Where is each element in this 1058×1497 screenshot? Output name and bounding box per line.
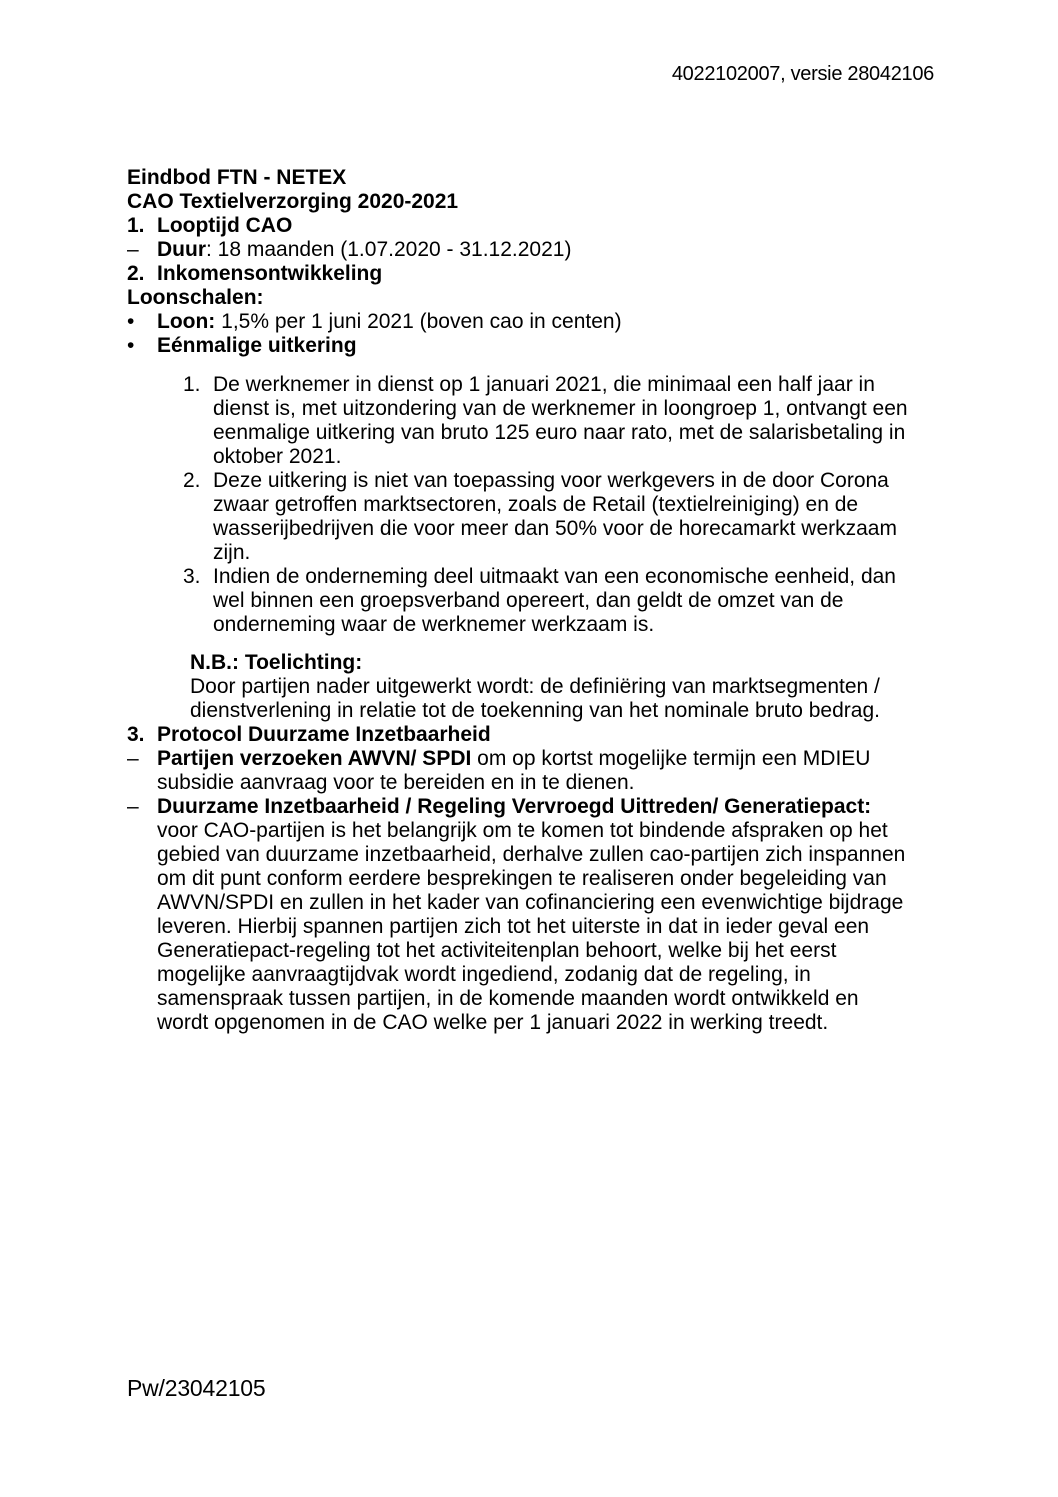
dash-marker-icon: – bbox=[127, 747, 139, 770]
list-item-1-number: 1. bbox=[183, 373, 201, 396]
loon-label: Loon: bbox=[157, 310, 216, 333]
duurzame-inzetbaarheid-label: Duurzame Inzetbaarheid / Regeling Vervroegd Uittreden/ Generatiepact: bbox=[157, 795, 872, 818]
loonschalen-heading: Loonschalen: bbox=[127, 286, 264, 309]
duurzame-inzetbaarheid-item bbox=[127, 795, 910, 1035]
awvn-spdi-label: Partijen verzoeken AWVN/ SPDI bbox=[157, 747, 472, 770]
section-2-number: 2. bbox=[127, 262, 145, 285]
dash-marker-icon: – bbox=[127, 238, 139, 261]
section-1-title: Looptijd CAO bbox=[157, 214, 293, 237]
section-2-heading bbox=[127, 262, 942, 286]
list-item-1-text: De werknemer in dienst op 1 januari 2021, die minimaal een half jaar in dienst is, met uitzondering van de werknemer in loongroep 1, ontvangt een eenmalige uitkering van bruto 125 euro naar rato, met de salarisbetaling in oktober 2021. bbox=[213, 373, 908, 468]
section-3-title: Protocol Duurzame Inzetbaarheid bbox=[157, 723, 491, 746]
dash-marker-icon: – bbox=[127, 795, 139, 818]
section-3-number: 3. bbox=[127, 723, 145, 746]
nb-toelichting-block bbox=[190, 651, 890, 723]
list-item-3-text: Indien de onderneming deel uitmaakt van een economische eenheid, dan wel binnen een groepsverband opereert, dan geldt de omzet van de onderneming waar de werknemer werkzaam is. bbox=[213, 565, 896, 636]
duur-text: : 18 maanden (1.07.2020 - 31.12.2021) bbox=[206, 238, 572, 261]
eenmalige-label: Eénmalige uitkering bbox=[157, 334, 357, 357]
page-footer: Pw/23042105 bbox=[127, 1375, 266, 1401]
nb-text: Door partijen nader uitgewerkt wordt: de definiëring van marktsegmenten / dienstverlening in relatie tot de toekenning van het nominale bruto bedrag. bbox=[190, 675, 880, 722]
duur-label: Duur bbox=[157, 238, 206, 261]
list-item-1 bbox=[183, 373, 925, 469]
list-item-2-text: Deze uitkering is niet van toepassing voor werkgevers in de door Corona zwaar getroffen marktsectoren, zoals de Retail (textielreiniging) en de wasserijbedrijven die voor meer dan 50% voor de horecamarkt werkzaam zijn. bbox=[213, 469, 897, 564]
awvn-spdi-text: om op kortst mogelijke termijn een MDIEU subsidie aanvraag voor te bereiden en in te dienen. bbox=[157, 747, 871, 794]
list-item-3 bbox=[183, 565, 925, 637]
bullet-marker-icon: • bbox=[127, 310, 135, 333]
duur-item bbox=[127, 238, 942, 262]
loon-text: 1,5% per 1 juni 2021 (boven cao in centen) bbox=[215, 310, 622, 333]
section-1-number: 1. bbox=[127, 214, 145, 237]
section-2-title: Inkomensontwikkeling bbox=[157, 262, 383, 285]
bullet-marker-icon: • bbox=[127, 334, 135, 357]
doc-title: Eindbod FTN - NETEX bbox=[127, 166, 347, 189]
list-item-2 bbox=[183, 469, 925, 565]
section-3-heading bbox=[127, 723, 942, 747]
list-item-2-number: 2. bbox=[183, 469, 201, 492]
section-1-heading bbox=[127, 214, 942, 238]
loon-bullet-item bbox=[127, 310, 942, 334]
duurzame-inzetbaarheid-text: voor CAO-partijen is het belangrijk om te komen tot bindende afspraken op het gebied van duurzame inzetbaarheid, derhalve zullen cao-partijen zich inspannen om dit punt conform eerdere besprekingen te realiseren onder begeleiding van AWVN/SPDI en zullen in het kader van cofinanciering een evenwichtige bijdrage leveren. Hierbij spannen partijen zich tot het uiterste in dat in ieder geval een Generatiepact-regeling tot het activiteitenplan behoort, welke bij het eerst mogelijke aanvraagtijdvak wordt ingediend, zodanig dat de regeling, in samenspraak tussen partijen, in de komende maanden wordt ontwikkeld en wordt opgenomen in de CAO welke per 1 januari 2022 in werking treedt. bbox=[157, 819, 906, 1034]
doc-subtitle: CAO Textielverzorging 2020-2021 bbox=[127, 190, 459, 213]
doc-reference: 4022102007, versie 28042106 bbox=[671, 63, 934, 85]
nb-heading: N.B.: Toelichting: bbox=[190, 651, 363, 674]
list-item-3-number: 3. bbox=[183, 565, 201, 588]
awvn-spdi-item bbox=[127, 747, 910, 795]
eenmalige-bullet-item bbox=[127, 334, 942, 358]
document-body bbox=[127, 166, 942, 1035]
eenmalige-numbered-list bbox=[183, 373, 925, 637]
